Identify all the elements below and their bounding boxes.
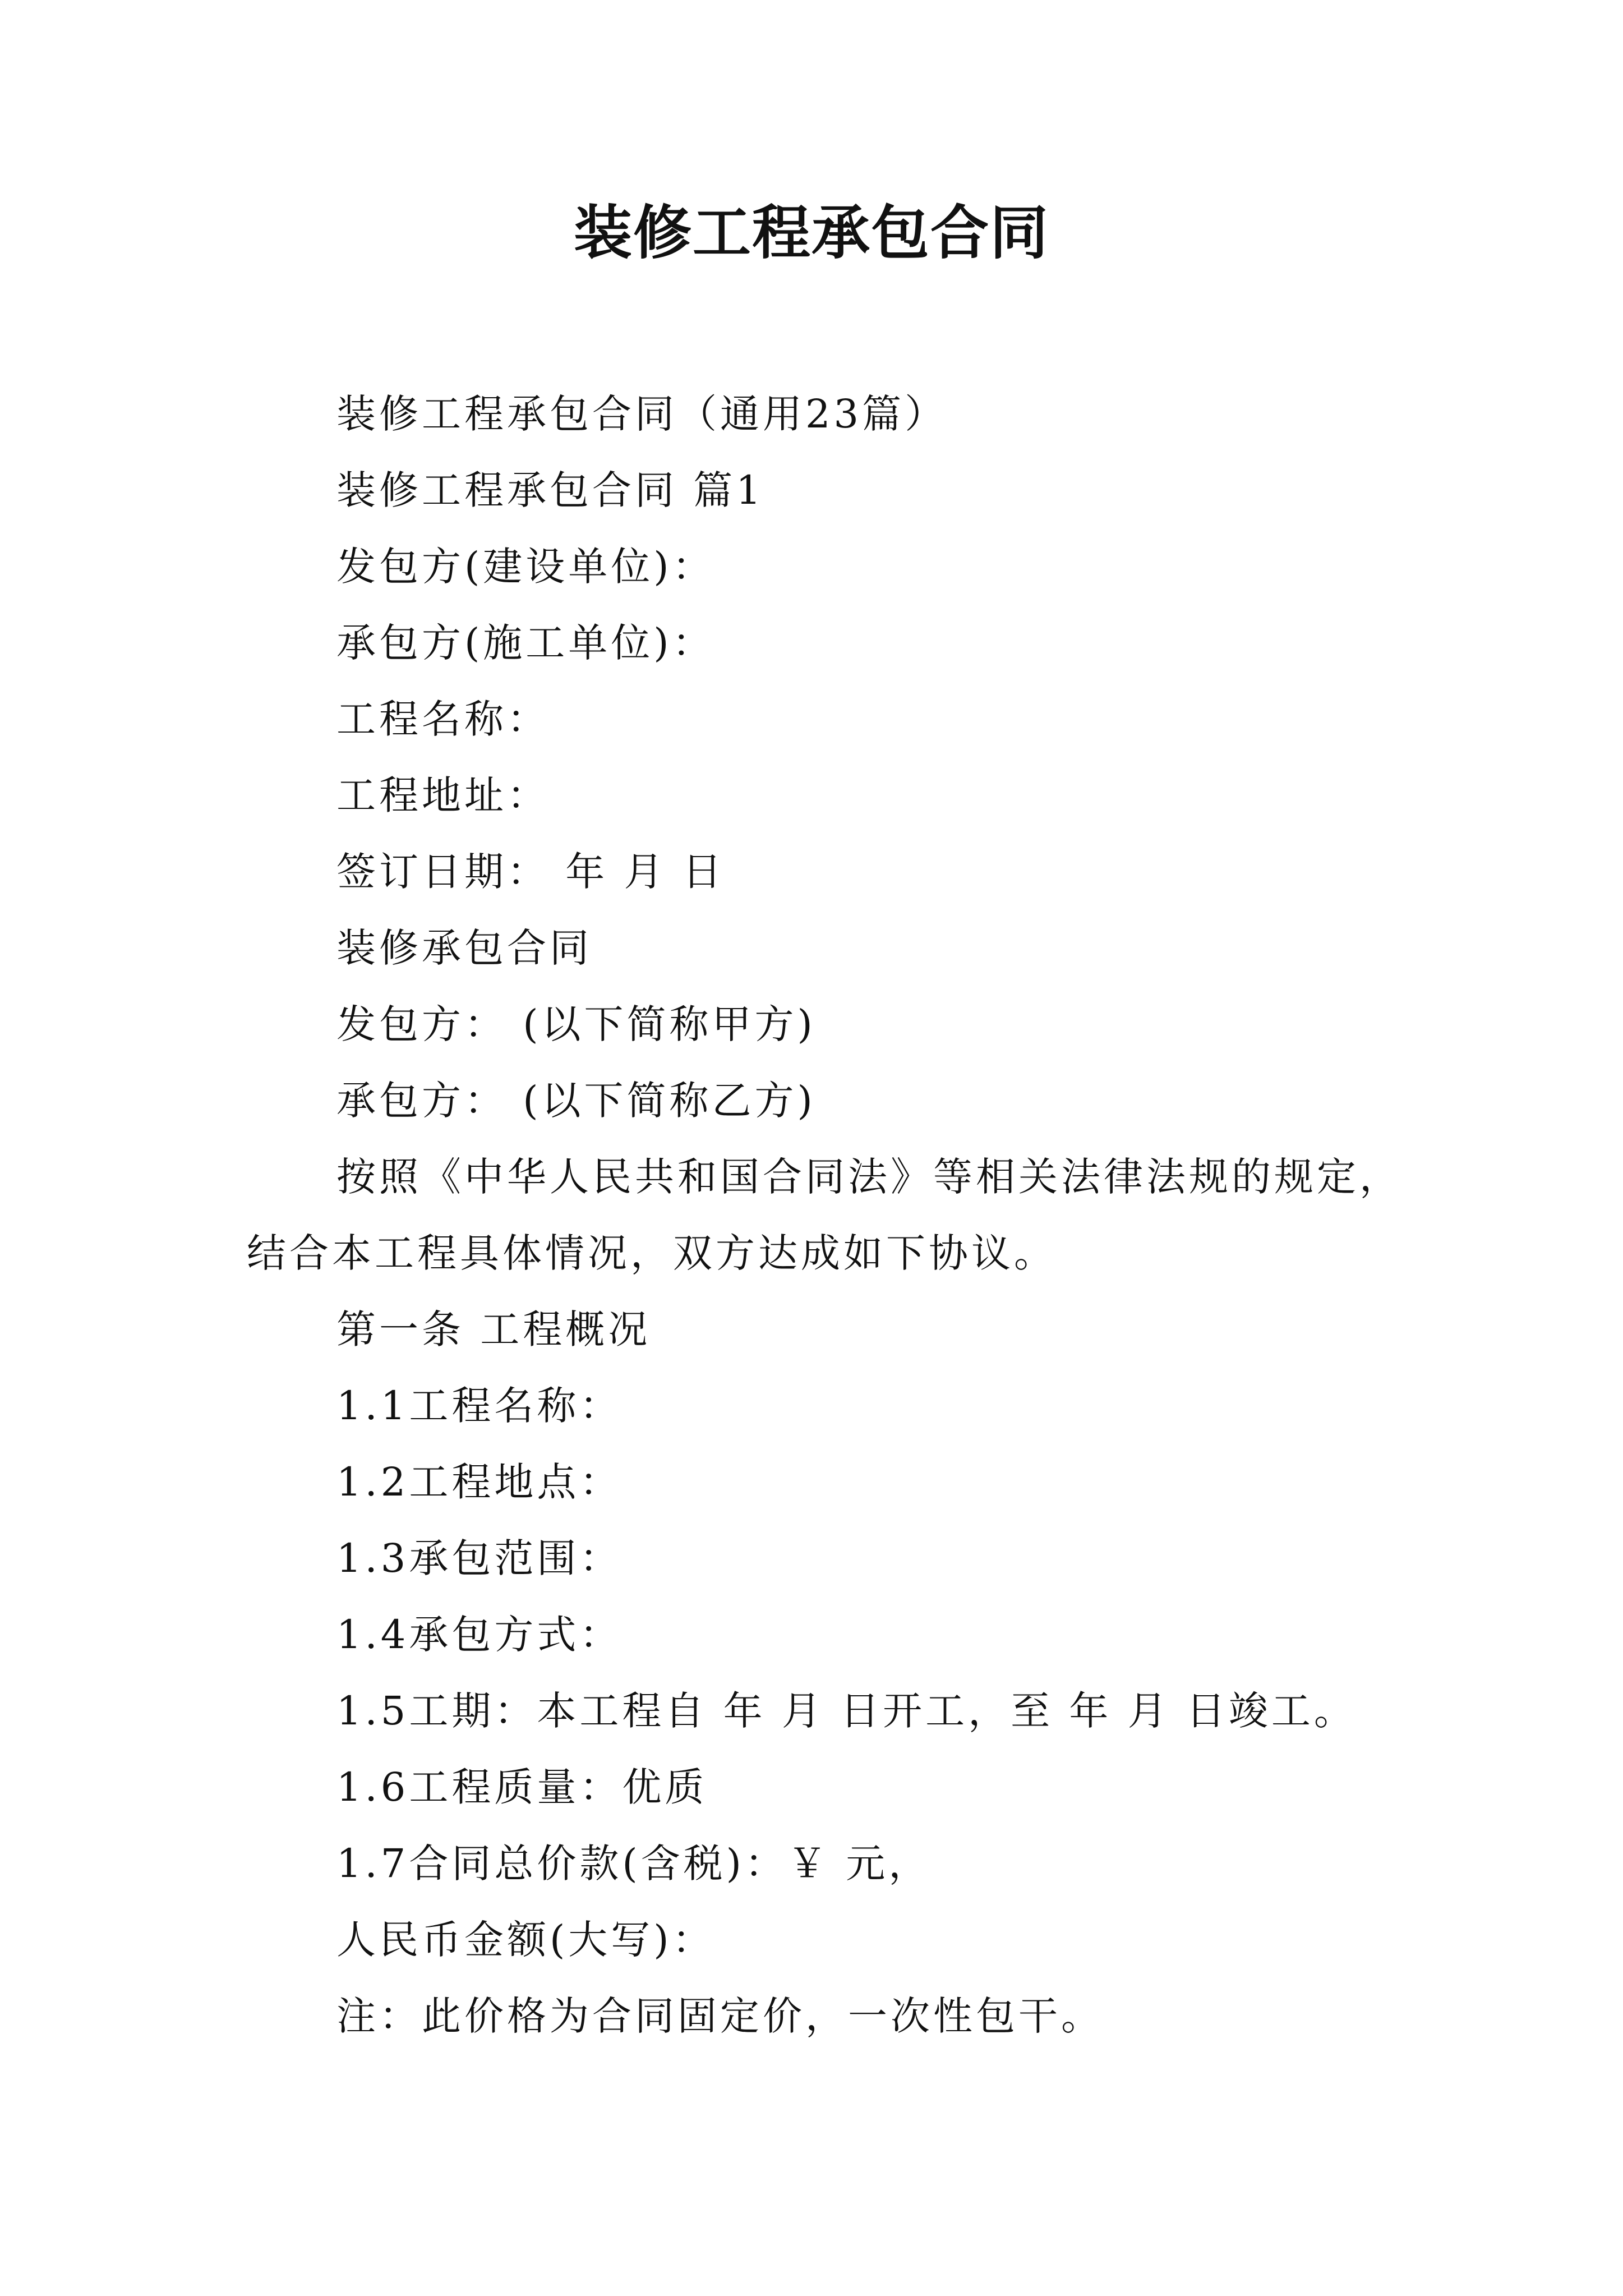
clause-1-3: 1.3承包范围：	[336, 1535, 623, 1581]
article-heading: 第一条 工程概况	[336, 1306, 651, 1352]
party-b-line: 承包方： (以下简称乙方)	[336, 1078, 816, 1124]
amount-in-words-line: 人民币金额(大写)：	[336, 1917, 715, 1963]
subtitle-line: 装修工程承包合同（通用23篇）	[336, 391, 948, 437]
note-line: 注：此价格为合同固定价，一次性包干。	[336, 1993, 1104, 2039]
signing-date-line: 签订日期： 年 月 日	[336, 849, 725, 895]
contractor-line: 承包方(施工单位)：	[336, 620, 715, 666]
section-heading: 装修工程承包合同 篇1	[336, 467, 764, 513]
clause-1-6: 1.6工程质量：优质	[336, 1764, 708, 1810]
employer-line: 发包方(建设单位)：	[336, 544, 715, 590]
project-name-line: 工程名称：	[336, 696, 550, 742]
clause-1-4: 1.4承包方式：	[336, 1612, 623, 1658]
clause-1-7: 1.7合同总价款(含税)：￥ 元，	[336, 1841, 932, 1887]
contract-heading: 装修承包合同	[336, 925, 592, 971]
preamble-continuation: 结合本工程具体情况，双方达成如下协议。	[247, 1230, 1057, 1276]
document-body	[0, 376, 1623, 2054]
clause-1-1: 1.1工程名称：	[336, 1383, 623, 1429]
party-a-line: 发包方： (以下简称甲方)	[336, 1001, 816, 1047]
clause-1-5: 1.5工期：本工程自 年 月 日开工，至 年 月 日竣工。	[336, 1688, 1357, 1734]
preamble-line: 按照《中华人民共和国合同法》等相关法律法规的规定，	[336, 1154, 1402, 1200]
clause-1-2: 1.2工程地点：	[336, 1459, 623, 1505]
project-address-line: 工程地址：	[336, 772, 550, 818]
document-title: 装修工程承包合同	[573, 199, 1049, 267]
